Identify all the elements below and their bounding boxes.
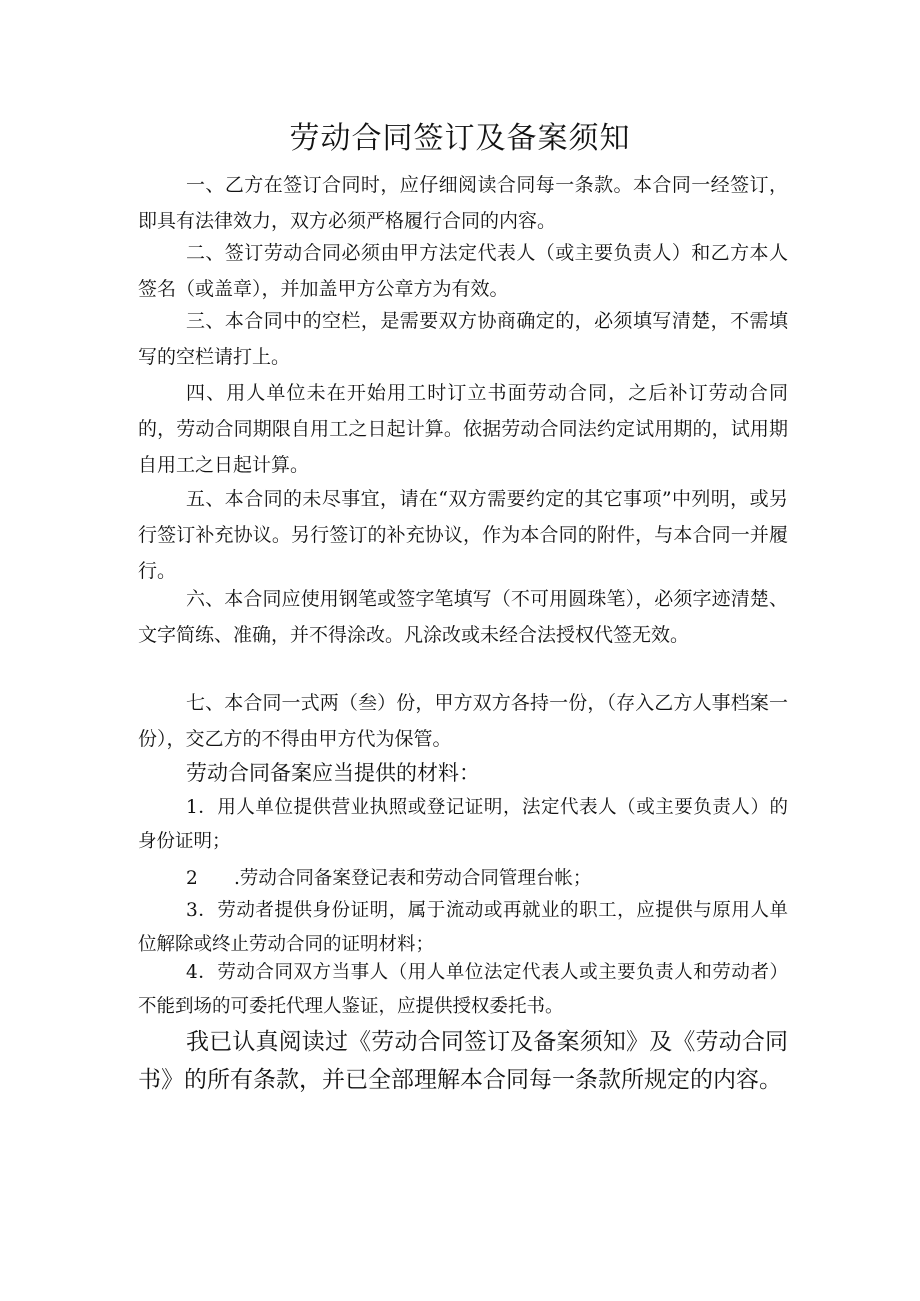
declaration: 我已认真阅读过《劳动合同签订及备案须知》及《劳动合同书》的所有条款，并已全部理解本合同每一条款所规定的内容。 (138, 1029, 788, 1093)
material-item-3: 3．劳动者提供身份证明，属于流动或再就业的职工，应提供与原用人单位解除或终止劳动合同的证明材料； (138, 900, 788, 955)
clause-4: 四、用人单位未在开始用工时订立书面劳动合同，之后补订劳动合同的，劳动合同期限自用工之日起计算。依据劳动合同法约定试用期的，试用期自用工之日起计算。 (138, 382, 788, 476)
material-item-4: 4．劳动合同双方当事人（用人单位法定代表人或主要负责人和劳动者）不能到场的可委托代理人鉴证，应提供授权委托书。 (138, 962, 788, 1017)
clause-1: 一、乙方在签订合同时，应仔细阅读合同每一条款。本合同一经签订，即具有法律效力，双方必须严格履行合同的内容。 (138, 174, 788, 232)
material-item-2-number: 2 (186, 868, 198, 889)
material-item-2-text: .劳动合同备案登记表和劳动合同管理台帐； (234, 868, 592, 889)
clause-6: 六、本合同应使用钢笔或签字笔填写（不可用圆珠笔），必须字迹清楚、文字简练、准确，并不得涂改。凡涂改或未经合法授权代签无效。 (138, 588, 788, 646)
document-title: 劳动合同签订及备案须知 (289, 121, 631, 156)
clause-3: 三、本合同中的空栏，是需要双方协商确定的，必须填写清楚，不需填写的空栏请打上。 (138, 310, 788, 368)
clause-2: 二、签订劳动合同必须由甲方法定代表人（或主要负责人）和乙方本人签名（或盖章），并加盖甲方公章方为有效。 (138, 242, 788, 300)
clause-7: 七、本合同一式两（叁）份，甲方双方各持一份，（存入乙方人事档案一份），交乙方的不得由甲方代为保管。 (138, 692, 788, 750)
materials-heading: 劳动合同备案应当提供的材料： (186, 761, 480, 785)
material-item-2 (186, 862, 786, 896)
material-item-1: 1．用人单位提供营业执照或登记证明，法定代表人（或主要负责人）的身份证明； (138, 797, 788, 852)
clause-5: 五、本合同的未尽事宜，请在“双方需要约定的其它事项”中列明，或另行签订补充协议。另行签订的补充协议，作为本合同的附件，与本合同一并履行。 (138, 488, 788, 582)
